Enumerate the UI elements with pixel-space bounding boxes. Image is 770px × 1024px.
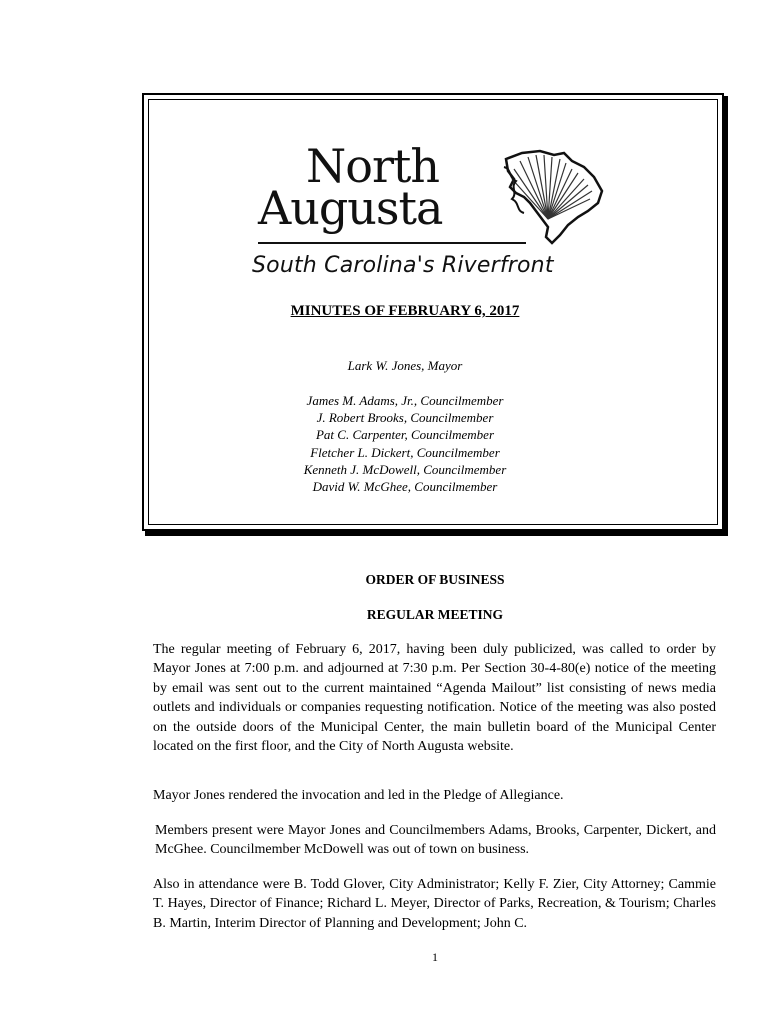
south-carolina-map-icon xyxy=(502,147,612,247)
council-member: David W. McGhee, Councilmember xyxy=(312,479,498,495)
city-logo xyxy=(248,139,628,283)
body-paragraph: The regular meeting of February 6, 2017, having been duly publicized, was called to order by Mayor Jones at 7:00 p.m. and adjourned at 7:30 p.m. Per Section 30-4-80(e) notice of the meeting by email was sent out to the current maintained “Agenda Mailout” list consisting of news media outlets and individuals or companies requesting notification. Notice of the meeting was also posted on the outside doors of the Municipal Center, the main bulletin board of the Municipal Center located on the first floor, and the City of North Augusta website. xyxy=(153,642,716,755)
regular-meeting-heading: REGULAR MEETING xyxy=(366,607,504,622)
council-member: Fletcher L. Dickert, Councilmember xyxy=(310,444,500,460)
body-paragraph: Members present were Mayor Jones and Councilmembers Adams, Brooks, Carpenter, Dickert, and McGhee. Councilmember McDowell was out of town on business. xyxy=(155,823,716,858)
logo-word-north: North xyxy=(306,139,440,193)
council-member-list xyxy=(0,392,770,495)
logo-rule xyxy=(258,242,526,244)
page-number: 1 xyxy=(432,950,438,964)
body-paragraph: Mayor Jones rendered the invocation and led in the Pledge of Allegiance. xyxy=(153,788,564,803)
logo-word-augusta: Augusta xyxy=(258,181,443,235)
logo-tagline: South Carolina's Riverfront xyxy=(252,253,554,278)
council-member: J. Robert Brooks, Councilmember xyxy=(316,410,494,426)
council-member: Pat C. Carpenter, Councilmember xyxy=(315,427,494,443)
order-of-business-heading: ORDER OF BUSINESS xyxy=(365,572,505,587)
council-member: James M. Adams, Jr., Councilmember xyxy=(306,393,504,408)
mayor-name: Lark W. Jones, Mayor xyxy=(347,358,463,373)
council-member: Kenneth J. McDowell, Councilmember xyxy=(303,461,507,477)
body-paragraph: Also in attendance were B. Todd Glover, City Administrator; Kelly F. Zier, City Attorney; Cammie T. Hayes, Director of Finance; Richard L. Meyer, Director of Parks, Recreation, & Tourism; Charles B. Martin, Interim Director of Planning and Development; John C. xyxy=(153,877,716,931)
minutes-title: MINUTES OF FEBRUARY 6, 2017 xyxy=(290,303,520,319)
